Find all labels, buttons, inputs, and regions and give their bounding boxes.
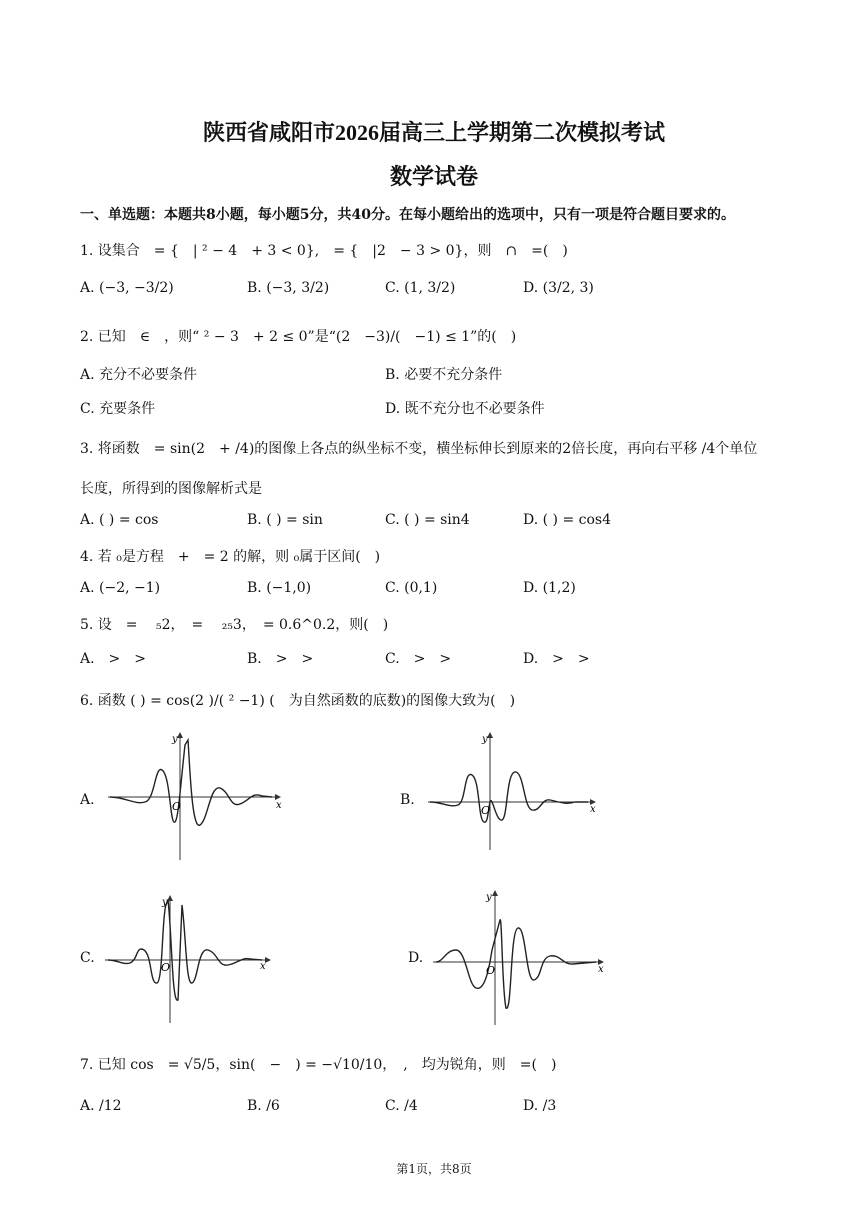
q3-option-c: C. ( ) = sin4	[385, 512, 470, 528]
q7-option-b: B. /6	[247, 1098, 280, 1114]
q6-option-a: A.	[80, 792, 95, 808]
q6d-x-label: x	[598, 964, 604, 975]
q2-option-a: A. 充分不必要条件	[80, 367, 198, 383]
question-7: 7. 已知 cos = √5/5，sin( − ) = −√10/10， , 均为锐角，则 =( )	[80, 1057, 557, 1073]
q6a-y-label: y	[172, 734, 178, 745]
page-subtitle: 数学试卷	[389, 164, 478, 189]
question-3-cont: 长度，所得到的图像解析式是	[80, 481, 262, 497]
q4-option-c: C. (0,1)	[385, 580, 438, 596]
q7-option-d: D. /3	[523, 1098, 557, 1114]
page-footer: 第1页，共8页	[396, 1162, 472, 1176]
q3-option-b: B. ( ) = sin	[247, 512, 323, 528]
q6d-y-label: y	[486, 892, 492, 903]
q2-option-d: D. 既不充分也不必要条件	[385, 401, 545, 417]
q5-option-b: B. > >	[247, 651, 314, 667]
q5-option-a: A. > >	[80, 651, 147, 667]
q5-option-c: C. > >	[385, 651, 452, 667]
question-6: 6. 函数 ( ) = cos(2 )/( ² −1) ( 为自然函数的底数)的图像大致为( )	[80, 693, 516, 709]
q6-option-d: D.	[408, 950, 424, 966]
q7-option-a: A. /12	[80, 1098, 122, 1114]
q7-option-c: C. /4	[385, 1098, 418, 1114]
q6-option-b: B.	[400, 792, 415, 808]
q6b-origin: O	[481, 804, 491, 817]
question-2: 2. 已知 ∈ ，则“ ² − 3 + 2 ≤ 0”是“(2 −3)/( −1) ≤ 1”的( )	[80, 329, 517, 345]
q6a-origin: O	[172, 800, 182, 813]
q6c-y-label: y	[162, 897, 168, 908]
q1-option-b: B. (−3, 3/2)	[247, 280, 330, 296]
q6d-origin: O	[486, 964, 496, 977]
question-1: 1. 设集合 = { | ² − 4 + 3 < 0}, = { |2 − 3 > 0}，则 ∩ =( )	[80, 243, 568, 259]
question-4: 4. 若 ₀是方程 + = 2 的解，则 ₀属于区间( )	[80, 549, 381, 565]
q6b-y-label: y	[482, 734, 488, 745]
q6b-x-label: x	[590, 804, 596, 815]
q4-option-b: B. (−1,0)	[247, 580, 312, 596]
q6-graph-b	[420, 730, 610, 865]
q6-graph-c	[100, 895, 290, 1030]
q5-option-d: D. > >	[523, 651, 590, 667]
q6-option-c: C.	[80, 950, 95, 966]
q4-option-d: D. (1,2)	[523, 580, 576, 596]
question-5: 5. 设 = ₅2， = ₂₅3， = 0.6^0.2，则( )	[80, 617, 389, 633]
q6-graph-a	[100, 730, 290, 865]
q2-option-b: B. 必要不充分条件	[385, 367, 503, 383]
page-title: 陕西省咸阳市2026届高三上学期第二次模拟考试	[202, 120, 665, 145]
q2-option-c: C. 充要条件	[80, 401, 156, 417]
q6a-x-label: x	[276, 800, 282, 811]
section-heading: 一、单选题：本题共8小题，每小题5分，共40分。在每小题给出的选项中，只有一项是符合题目要求的。	[80, 207, 735, 223]
q6c-x-label: x	[260, 961, 266, 972]
q1-option-c: C. (1, 3/2)	[385, 280, 456, 296]
q6-graph-d	[428, 890, 618, 1030]
q6c-origin: O	[161, 961, 171, 974]
q4-option-a: A. (−2, −1)	[80, 580, 161, 596]
q1-option-a: A. (−3, −3/2)	[80, 280, 174, 296]
q1-option-d: D. (3/2, 3)	[523, 280, 594, 296]
q3-option-a: A. ( ) = cos	[80, 512, 159, 528]
question-3: 3. 将函数 = sin(2 + /4)的图像上各点的纵坐标不变，横坐标伸长到原来的2倍长度，再向右平移 /4个单位	[80, 441, 758, 457]
q3-option-d: D. ( ) = cos4	[523, 512, 611, 528]
